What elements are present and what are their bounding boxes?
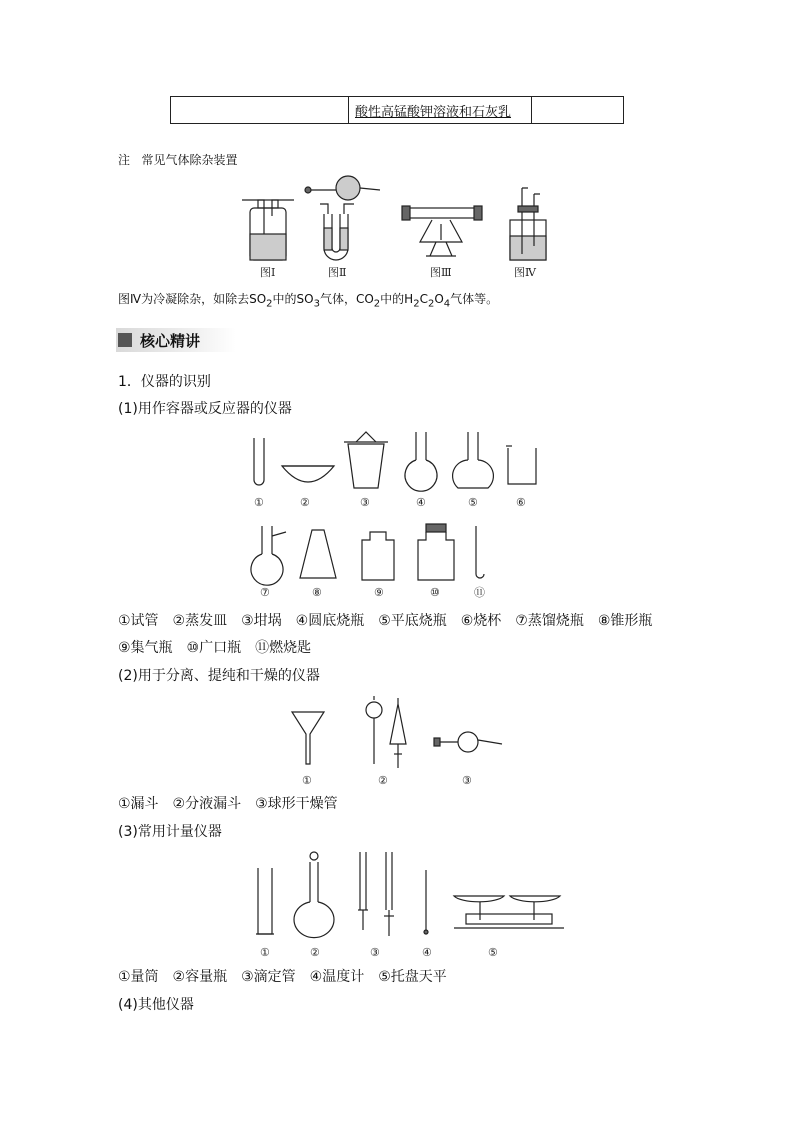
- funnel-drawing: [292, 712, 324, 764]
- caption: ⑨集气瓶 ⑩广口瓶 ⑪燃烧匙: [118, 640, 312, 656]
- note-label: 注: [118, 153, 131, 167]
- beaker-drawing: [506, 446, 536, 484]
- section-icon: [118, 333, 132, 347]
- item-number: ④: [416, 496, 426, 509]
- volumetric-flask-drawing: [294, 852, 334, 938]
- drying-tube-figure: [305, 176, 380, 200]
- item-number: ⑥: [516, 496, 526, 509]
- measuring-cylinder-drawing: [256, 868, 274, 934]
- drying-tube-drawing: [434, 732, 502, 752]
- table-cell: [532, 97, 624, 124]
- subheading: (4)其他仪器: [118, 997, 194, 1013]
- subheading: (2)用于分离、提纯和干燥的仪器: [118, 668, 320, 684]
- round-flask-drawing: [405, 432, 437, 491]
- section-header: [116, 328, 236, 352]
- item-number: ⑦: [260, 586, 270, 599]
- heading-1: 1．仪器的识别: [118, 374, 211, 390]
- item-number: ①: [302, 774, 312, 787]
- balance-drawing: [454, 896, 564, 928]
- item-number: ⑤: [488, 946, 498, 959]
- item-number: ③: [370, 946, 380, 959]
- top-table: [170, 96, 624, 124]
- note-text-part: 中的H: [380, 292, 414, 306]
- note-text: [118, 291, 498, 312]
- container-instruments-row1: [246, 428, 546, 510]
- combustion-spoon-drawing: [476, 526, 484, 578]
- item-number: ②: [300, 496, 310, 509]
- caption: ①量筒 ②容量瓶 ③滴定管 ④温度计 ⑤托盘天平: [118, 969, 447, 985]
- item-number: ⑩: [430, 586, 440, 599]
- table-cell: [171, 97, 349, 124]
- heated-tube-figure: [402, 206, 482, 256]
- separatory-funnel-drawing: [366, 696, 406, 768]
- item-number: ③: [360, 496, 370, 509]
- note-text-part: 中的SO: [272, 292, 314, 306]
- crucible-drawing: [344, 432, 388, 488]
- fig-label: 图Ⅱ: [328, 266, 347, 279]
- item-number: ③: [462, 774, 472, 787]
- note-text-part: 图Ⅳ为冷凝除杂，如除去SO: [118, 292, 267, 306]
- item-number: ②: [310, 946, 320, 959]
- caption: ①试管 ②蒸发皿 ③坩埚 ④圆底烧瓶 ⑤平底烧瓶 ⑥烧杯 ⑦蒸馏烧瓶 ⑧锥形瓶: [118, 613, 653, 629]
- fig-label: 图Ⅲ: [430, 266, 452, 279]
- item-number: ②: [378, 774, 388, 787]
- subscript: 4: [443, 298, 451, 310]
- wide-mouth-bottle-drawing: [418, 524, 454, 580]
- item-number: ④: [422, 946, 432, 959]
- measuring-instruments: [254, 850, 554, 962]
- table-cell: 酸性高锰酸钾溶液和石灰乳: [349, 97, 532, 124]
- caption: ①漏斗 ②分液漏斗 ③球形干燥管: [118, 796, 338, 812]
- item-number: ⑪: [474, 586, 485, 599]
- evaporating-dish-drawing: [282, 466, 334, 482]
- fig-label: 图Ⅰ: [260, 266, 276, 279]
- note-text-part: 气体等。: [450, 292, 499, 306]
- cold-trap-figure: [510, 188, 546, 260]
- gas-purification-figure: [240, 176, 560, 280]
- section-title: 核心精讲: [140, 332, 201, 350]
- test-tube-drawing: [254, 438, 264, 485]
- subscript: 2: [413, 298, 420, 310]
- burette-drawing: [358, 852, 394, 936]
- note-title: 常见气体除杂装置: [141, 153, 238, 167]
- subscript: 2: [427, 298, 435, 310]
- separation-instruments: [288, 694, 508, 790]
- distilling-flask-drawing: [251, 526, 286, 585]
- u-tube-figure: [320, 204, 354, 260]
- item-number: ①: [260, 946, 270, 959]
- subheading: (1)用作容器或反应器的仪器: [118, 401, 292, 417]
- wash-bottle-figure: [242, 200, 294, 260]
- flat-flask-drawing: [453, 432, 494, 488]
- note-text-part: C: [419, 292, 428, 306]
- conical-flask-drawing: [300, 530, 336, 578]
- item-number: ⑨: [374, 586, 384, 599]
- subscript: 2: [373, 298, 381, 310]
- subscript: 2: [266, 298, 273, 310]
- thermometer-drawing: [424, 870, 428, 934]
- item-number: ⑧: [312, 586, 322, 599]
- subscript: 3: [313, 298, 320, 310]
- note-text-part: O: [434, 292, 444, 306]
- note-line: [118, 152, 237, 168]
- subheading: (3)常用计量仪器: [118, 824, 222, 840]
- item-number: ①: [254, 496, 264, 509]
- fig-label: 图Ⅳ: [514, 266, 536, 279]
- note-text-part: 气体，CO: [319, 292, 374, 306]
- item-number: ⑤: [468, 496, 478, 509]
- gas-jar-drawing: [362, 532, 394, 580]
- container-instruments-row2: [246, 522, 496, 600]
